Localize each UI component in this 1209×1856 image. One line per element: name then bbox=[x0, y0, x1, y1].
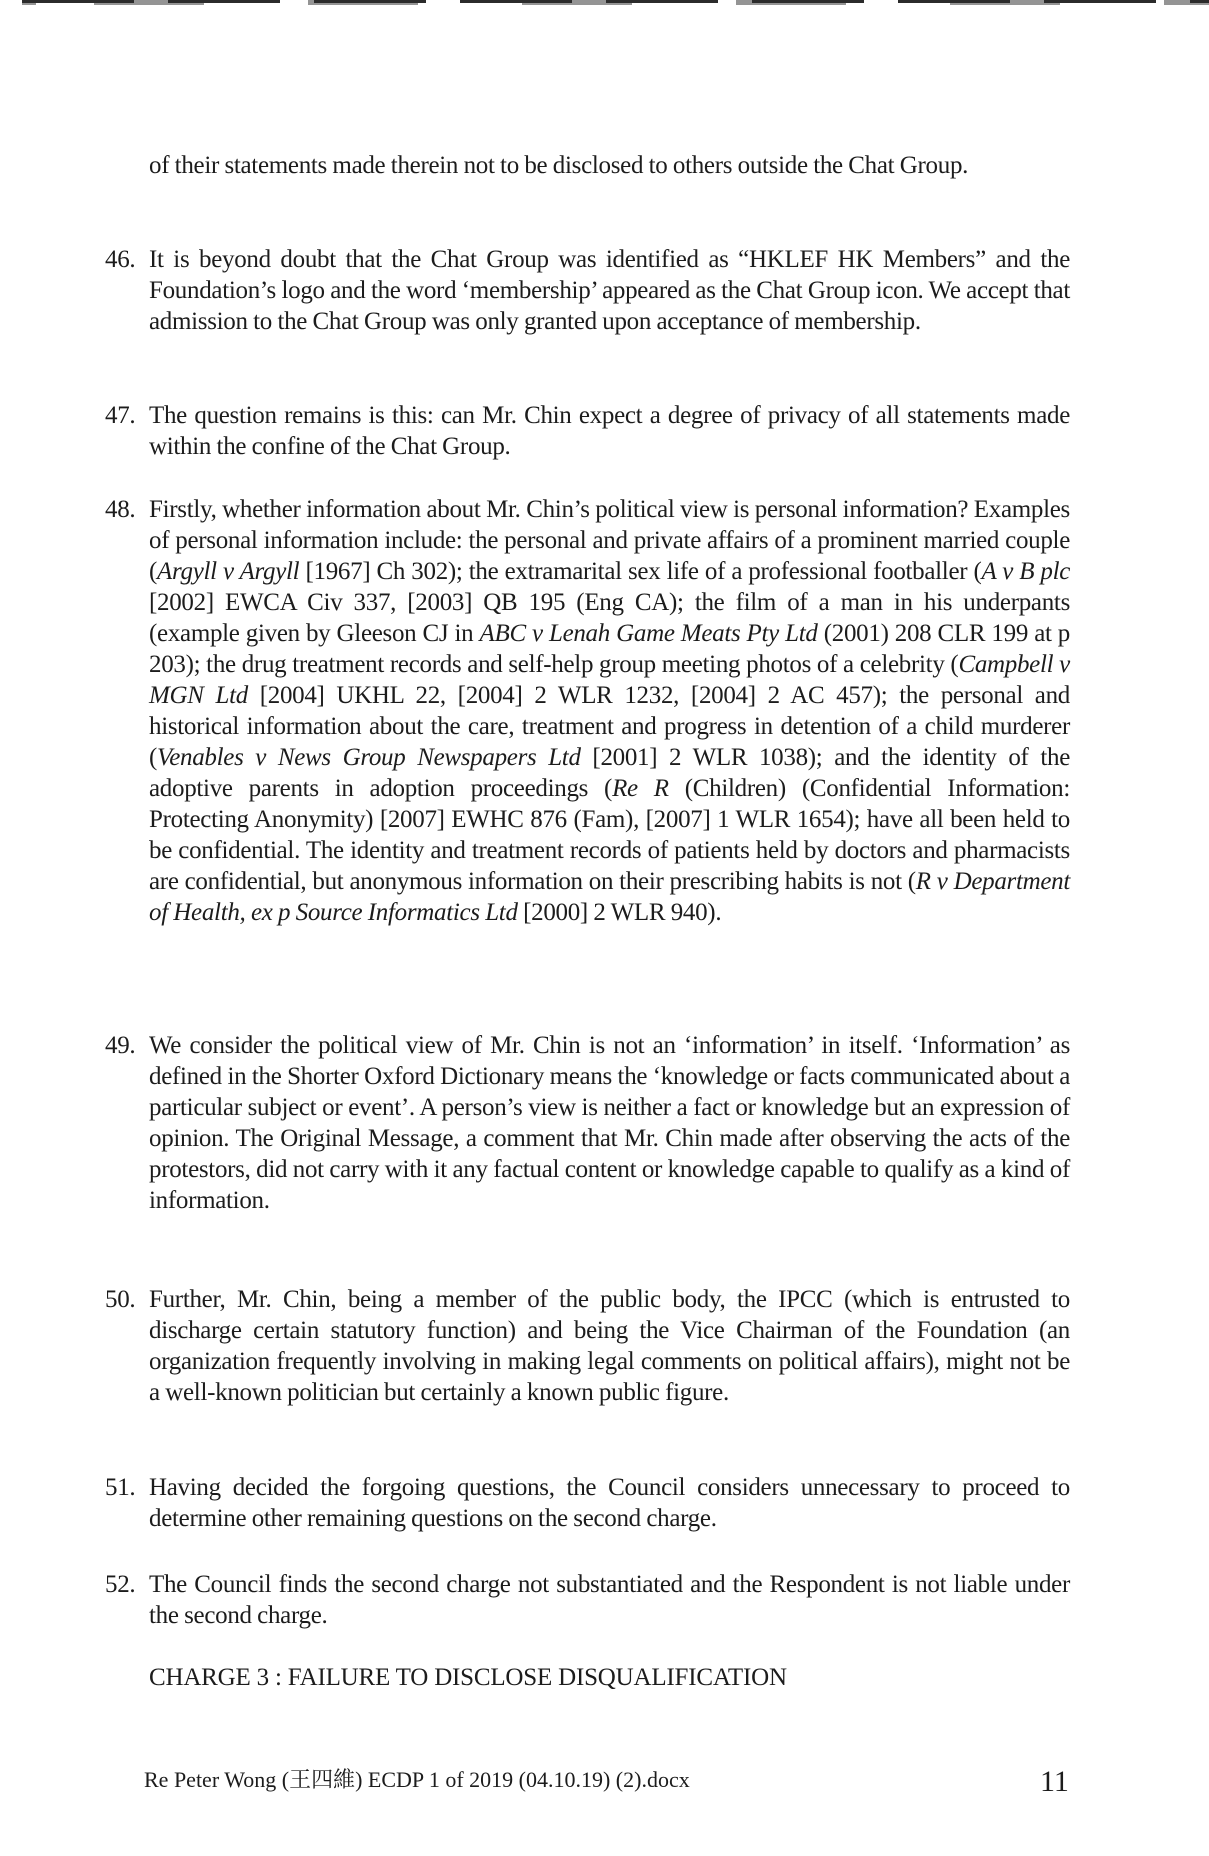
paragraph-50 bbox=[105, 1284, 1070, 1408]
paragraph-continuation bbox=[149, 150, 1070, 181]
paragraph-text: of their statements made therein not to be disclosed to others outside the Chat Group. bbox=[149, 152, 969, 179]
paragraph-number: 48. bbox=[105, 496, 136, 523]
footer-filename: Re Peter Wong (王四維) ECDP 1 of 2019 (04.10.19) (2).docx bbox=[144, 1767, 690, 1792]
paragraph-52 bbox=[105, 1569, 1070, 1631]
charge-3-heading: CHARGE 3 : FAILURE TO DISCLOSE DISQUALIFICATION bbox=[149, 1664, 787, 1691]
paragraph-text: We consider the political view of Mr. Chin is not an ‘information’ in itself. ‘Information’ as defined in the Shorter Oxford Dictionary means the ‘knowledge or facts communicated about a particular subject or event’. A person’s view is neither a fact or knowledge but an expression of opinion. The Original Message, a comment that Mr. Chin made after observing the acts of the protestors, did not carry with it any factual content or knowledge capable to qualify as a kind of information. bbox=[149, 1032, 1070, 1214]
scan-artifact-top bbox=[22, 0, 1209, 7]
page-number: 11 bbox=[1040, 1765, 1069, 1798]
paragraph-number: 46. bbox=[105, 246, 136, 273]
paragraph-number: 51. bbox=[105, 1474, 136, 1501]
paragraph-48 bbox=[105, 494, 1070, 928]
paragraph-text: It is beyond doubt that the Chat Group was identified as “HKLEF HK Members” and the Foundation’s logo and the word ‘membership’ appeared as the Chat Group icon. We accept that admission to the Chat Group was only granted upon acceptance of membership. bbox=[149, 246, 1070, 335]
paragraph-text: The Council finds the second charge not substantiated and the Respondent is not liable under the second charge. bbox=[149, 1571, 1070, 1629]
paragraph-number: 49. bbox=[105, 1032, 136, 1059]
paragraph-number: 50. bbox=[105, 1286, 136, 1313]
paragraph-text: The question remains is this: can Mr. Chin expect a degree of privacy of all statements made within the confine of the Chat Group. bbox=[149, 402, 1070, 460]
paragraph-49 bbox=[105, 1030, 1070, 1216]
paragraph-number: 47. bbox=[105, 402, 136, 429]
paragraph-46 bbox=[105, 244, 1070, 337]
paragraph-text: Having decided the forgoing questions, the Council considers unnecessary to proceed to determine other remaining questions on the second charge. bbox=[149, 1474, 1070, 1532]
paragraph-text: Further, Mr. Chin, being a member of the public body, the IPCC (which is entrusted to discharge certain statutory function) and being the Vice Chairman of the Foundation (an organization frequently involving in making legal comments on political affairs), might not be a well-known politician but certainly a known public figure. bbox=[149, 1286, 1070, 1406]
paragraph-text: Firstly, whether information about Mr. Chin’s political view is personal information? Examples of personal information include: the personal and private affairs of a prominent married couple (Argyll v Argyll [1967] Ch 302); the extramarital sex life of a professional footballer (A v B plc [2002] EWCA Civ 337, [2003] QB 195 (Eng CA); the film of a man in his underpants (example given by Gleeson CJ in ABC v Lenah Game Meats Pty Ltd (2001) 208 CLR 199 at p 203); the drug treatment records and self-help group meeting photos of a celebrity (Campbell v MGN Ltd [2004] UKHL 22, [2004] 2 WLR 1232, [2004] 2 AC 457); the personal and historical information about the care, treatment and progress in detention of a child murderer (Venables v News Group Newspapers Ltd [2001] 2 WLR 1038); and the identity of the adoptive parents in adoption proceedings (Re R (Children) (Confidential Information: Protecting Anonymity) [2007] EWHC 876 (Fam), [2007] 1 WLR 1654); have all been held to be confidential. The identity and treatment records of patients held by doctors and pharmacists are confidential, but anonymous information on their prescribing habits is not (R v Department of Health, ex p Source Informatics Ltd [2000] 2 WLR 940). bbox=[149, 496, 1071, 926]
paragraph-51 bbox=[105, 1472, 1070, 1534]
paragraph-47 bbox=[105, 400, 1070, 462]
paragraph-number: 52. bbox=[105, 1571, 136, 1598]
